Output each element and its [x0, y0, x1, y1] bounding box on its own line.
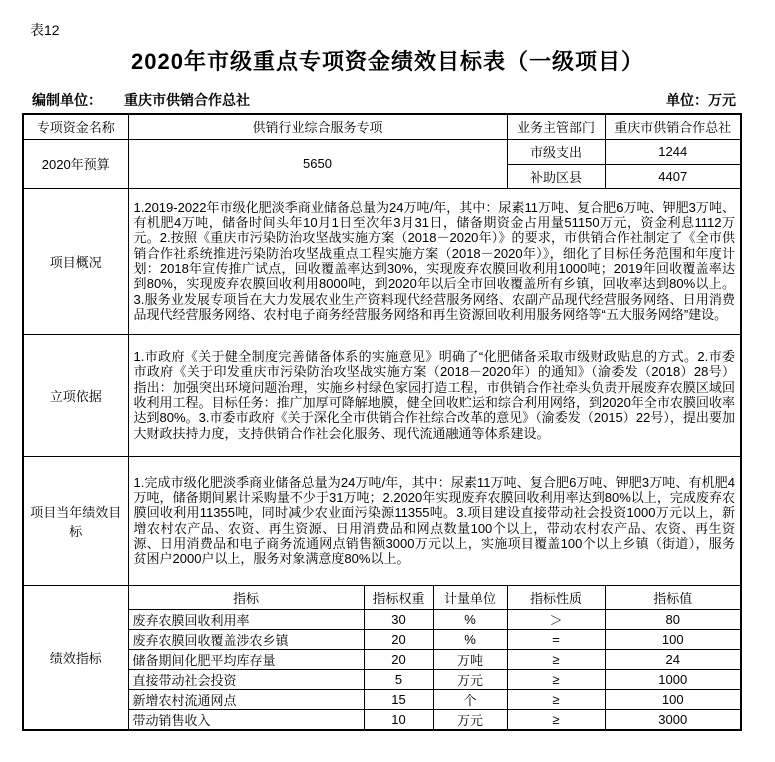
indicator-row	[23, 649, 741, 669]
indicator-name: 带动销售收入	[128, 709, 364, 730]
section-text-basis: 1.市政府《关于健全制度完善储备体系的实施意见》明确了“化肥储备采取市级财政贴息的方式。2.市委 市政府《关于印发重庆市污染防治攻坚战实施方案（2018－2020年）的通知》（渝委发（2018）28号）指出：加强突出环境问题治理，实施乡村绿色家园打造工程，市供销合作社牵头负责开展废弃农膜区域回收利用工程。目标任务：推广加厚可降解地膜，健全回收贮运和综合利用网络，到2020年全市农膜回收率达到80%。3.市委市政府《关于深化全市供销合作社综合改革的意见》（渝委发（2015）22号），提出要加大财政扶持力度，支持供销合作社会化服务、现代流通融通等体系建设。	[128, 334, 741, 456]
budget-label: 2020年预算	[23, 139, 128, 188]
indicator-value: 100	[605, 629, 741, 649]
indicator-value: 24	[605, 649, 741, 669]
indicator-value: 3000	[605, 709, 741, 730]
indicator-nature: ≥	[507, 689, 605, 709]
prepared-by	[22, 90, 250, 110]
indicator-value: 80	[605, 609, 741, 629]
indicators-label: 绩效指标	[23, 585, 128, 730]
indicator-row	[23, 629, 741, 649]
prepared-by-label: 编制单位：	[32, 92, 102, 108]
table-row	[23, 114, 741, 139]
fund-name-value: 供销行业综合服务专项	[128, 114, 507, 139]
indicator-weight: 20	[364, 649, 433, 669]
section-text-targets: 1.完成市级化肥淡季商业储备总量为24万吨/年，其中：尿素11万吨、复合肥6万吨、钾肥3万吨、有机肥4万吨，储备期间累计采购量不少于31万吨；2.2020年实现废弃农膜回收利用率达到80%以上，完成废弃农膜回收利用11355吨，同时减少农业面污染源11355吨。3.项目建设直接带动社会投资1000万元以上，新增农村农产品、农资、再生资源、日用消费品和网点数量100个以上，带动农村农产品、农资、再生资源、日用消费品和电子商务流通网点销售额3000万元以上，实施项目覆盖100个以上乡镇（街道），服务贫困户2000户以上，服务对象满意度80%以上。	[128, 456, 741, 585]
county-subsidy-value: 4407	[605, 164, 741, 188]
table-number: 表12	[30, 22, 60, 38]
performance-target-table	[22, 113, 742, 731]
indicator-nature: ≥	[507, 669, 605, 689]
section-label-overview: 项目概况	[23, 188, 128, 334]
section-label-targets: 项目当年绩效目标	[23, 456, 128, 585]
indicator-nature: =	[507, 629, 605, 649]
indicator-row	[23, 669, 741, 689]
indicator-unit: 万元	[433, 669, 507, 689]
dept-label: 业务主管部门	[507, 114, 605, 139]
indicator-weight: 5	[364, 669, 433, 689]
indicator-weight: 30	[364, 609, 433, 629]
meta-row	[22, 90, 740, 110]
indicator-nature: ＞	[507, 609, 605, 629]
indicator-col-header-nature: 指标性质	[507, 585, 605, 609]
indicator-value: 1000	[605, 669, 741, 689]
prepared-by-value: 重庆市供销合作总社	[124, 92, 250, 108]
indicator-name: 新增农村流通网点	[128, 689, 364, 709]
county-subsidy-label: 补助区县	[507, 164, 605, 188]
section-text-overview: 1.2019-2022年市级化肥淡季商业储备总量为24万吨/年，其中：尿素11万吨、复合肥6万吨、钾肥3万吨、有机肥4万吨，储备时间头年10月1日至次年3月31日，储备期资金占用量51150万元，资金利息1112万元。2.按照《重庆市污染防治攻坚战实施方案（2018－2020年）》的要求，市供销合作社制定了《全市供销合作社系统推进污染防治攻坚战重点工程实施方案（2018－2020年）》，细化了目标任务范围和年度计划：2018年宣传推广试点，回收覆盖率达到30%，实现废弃农膜回收利用1000吨；2019年回收覆盖率达到80%，实现废弃农膜回收利用8000吨，到2020年以后全市回收覆盖所有乡镇，回收率达到80%以上。3.服务业发展专项旨在大力发展农业生产资料现代经营服务网络、农副产品现代经营服务网络、日用消费品现代经营服务网络、农村电子商务经营服务网络和再生资源回收利用服务网络等“五大服务网络”建设。	[128, 188, 741, 334]
city-expense-value: 1244	[605, 139, 741, 164]
indicator-col-header-name: 指标	[128, 585, 364, 609]
table-row	[23, 334, 741, 456]
indicator-weight: 15	[364, 689, 433, 709]
indicator-row	[23, 609, 741, 629]
indicator-name: 直接带动社会投资	[128, 669, 364, 689]
indicator-unit: %	[433, 609, 507, 629]
city-expense-label: 市级支出	[507, 139, 605, 164]
indicator-weight: 20	[364, 629, 433, 649]
table-row	[23, 139, 741, 164]
indicator-row	[23, 689, 741, 709]
indicator-name: 废弃农膜回收利用率	[128, 609, 364, 629]
dept-value: 重庆市供销合作总社	[605, 114, 741, 139]
page-title: 2020年市级重点专项资金绩效目标表（一级项目）	[131, 49, 644, 74]
budget-value: 5650	[128, 139, 507, 188]
fund-name-label: 专项资金名称	[23, 114, 128, 139]
indicator-col-header-value: 指标值	[605, 585, 741, 609]
indicator-unit: 万吨	[433, 649, 507, 669]
indicator-header-row	[23, 585, 741, 609]
indicator-name: 废弃农膜回收覆盖涉农乡镇	[128, 629, 364, 649]
indicator-row	[23, 709, 741, 730]
indicator-unit: 万元	[433, 709, 507, 730]
indicator-nature: ≥	[507, 709, 605, 730]
indicator-name: 储备期间化肥平均库存量	[128, 649, 364, 669]
indicator-col-header-unit: 计量单位	[433, 585, 507, 609]
table-row	[23, 188, 741, 334]
indicator-unit: 个	[433, 689, 507, 709]
table-row	[23, 456, 741, 585]
indicator-value: 100	[605, 689, 741, 709]
section-label-basis: 立项依据	[23, 334, 128, 456]
indicator-col-header-weight: 指标权重	[364, 585, 433, 609]
indicator-weight: 10	[364, 709, 433, 730]
indicator-unit: %	[433, 629, 507, 649]
unit-label: 单位：万元	[666, 92, 736, 108]
indicator-nature: ≥	[507, 649, 605, 669]
